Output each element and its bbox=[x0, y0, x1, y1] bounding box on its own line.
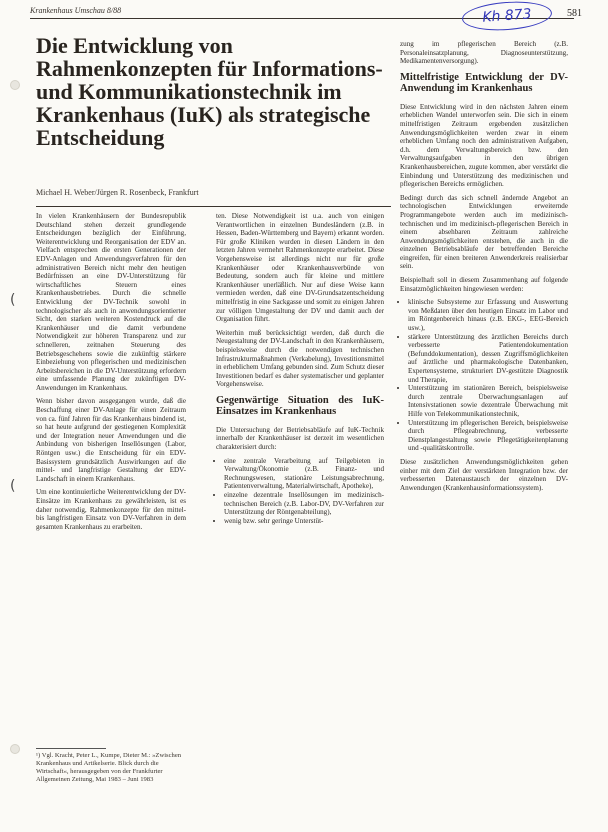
running-head: Krankenhaus Umschau 8/88 bbox=[30, 6, 122, 15]
paragraph: ten. Diese Notwendigkeit ist u.a. auch von einigen Verantwortlichen in einzelnen Bundesländern (z.B. in Hessen, Baden-Württemberg und Bayern) erkannt worden. Für große Kliniken wurden in diesen Ländern in den letzten Jahren vermehrt Rahmenkonzepte erarbeitet. Diese Vorgehensweise ist allerdings nicht nur für große Krankenhäuser oder Krankenhausverbünde von Bedeutung, sondern auch für kleine und mittlere Krankenhäuser unerläßlich. Nur auf diese Weise kann vermieden werden, daß eine DV-Grundsatzentscheidung mittelfristig in eine Sackgasse und somit zu einigen Jahren zur völligen Umgestaltung der DV und damit auch der Organisation führt. bbox=[216, 212, 384, 324]
paragraph: Weiterhin muß berücksichtigt werden, daß durch die Neugestaltung der DV-Landschaft in den Krankenhäusern, beispielsweise durch die notwendigen technischen Infrastrukturmaßnahmen (Verkabelung), Investitionsmittel in erheblichem Umfang gebunden sind. Zum Schutz dieser Investitionen bedarf es daher systematischer und geplanter Vorgehensweise. bbox=[216, 328, 384, 389]
bullet-list bbox=[216, 457, 384, 526]
paragraph: Beispielhaft soll in diesem Zusammenhang auf folgende Einsatzmöglichkeiten hingewiesen werden: bbox=[400, 276, 568, 293]
article-title: Die Entwicklung von Rahmenkonzepten für Informations- und Kommunikationstechnik im Krankenhaus (IuK) als strategische Entscheidung bbox=[36, 33, 383, 150]
margin-pencil-mark: ( bbox=[10, 478, 16, 494]
margin-pencil-mark: ( bbox=[10, 292, 16, 308]
paragraph: In vielen Krankenhäusern der Bundesrepublik Deutschland stehen derzeit grundlegende Entscheidungen bezüglich der Einführung, Weiterentwicklung und Reorganisation der EDV an. Vielfach entsprechen die ersten Generationen der EDV-Anlagen und Anwendungsverfahren für den administrativen Bereich nicht mehr den heutigen Bedürfnissen an eine DV-Unterstützung für wirtschaftliches Steuern eines Krankenhausbetriebes. Durch die schnelle Entwicklung der DV-Technik sowohl in technologischer als auch in anwendungsorientierter Sicht, den starken weiteren Kostendruck auf die Krankenhäuser und die damit verbundene Notwendigkeit zur höheren Transparenz und zur schnelleren, zeitnahen Steuerung des Betriebsgeschehens sowie die zukünftig stärkere Einbeziehung von pflegerischen und medizinischen Arbeitsbereichen in die DV-Unterstützung erfordern eine umfassende Planung der zukünftigen DV-Anwendungen im Krankenhaus. bbox=[36, 212, 186, 392]
section-heading: Mittelfristige Entwicklung der DV-Anwendung im Krankenhaus bbox=[400, 71, 568, 95]
punch-hole bbox=[10, 744, 20, 754]
paragraph: zung im pflegerischen Bereich (z.B. Personaleinsatzplanung, Diagnoseunterstützung, Medikamentenversorgung). bbox=[400, 40, 568, 66]
paragraph: Wenn bisher davon ausgegangen wurde, daß die Beschaffung einer DV-Anlage für einen Zeitraum von ca. fünf Jahren für das Krankenhaus bindend ist, so hat heute aufgrund der gestiegenen Komplexität und der Integration neuer Anwendungen und die Anbindung von bisherigen Insellösungen (Labor, Röntgen usw.) die Entscheidung für ein EDV-Basissystem grundsätzlich Auswirkungen auf die mittel- und langfristige Gestaltung der EDV-Landschaft in einem Krankenhaus. bbox=[36, 397, 186, 483]
section-heading: Gegenwärtige Situation des IuK-Einsatzes im Krankenhaus bbox=[216, 394, 384, 418]
archive-stamp: Kh 873 bbox=[461, 0, 553, 33]
paragraph: Bedingt durch das sich schnell ändernde Angebot an technologischen Entwicklungen erweiternde Programmangebote werden auch im medizinisch-technischen und im medizinisch-pflegerischen Bereich in einem absehbaren Zeitraum zahlreiche Anwendungsmöglichkeiten entstehen, die auch in die einzelnen Betriebsabläufe der betreffenden Bereiche eingreifen, für einen breiteren Anwenderkreis realisierbar sein. bbox=[400, 193, 568, 271]
paragraph: Diese Entwicklung wird in den nächsten Jahren einem erheblichen Wandel unterworfen sein. Die sich in einem mittelfristigen Zeitraum ergebenden zusätzlichen Anwendungsmöglichkeiten werden zwar in einem erheblichen Umfang noch den administrativen Aufgaben, d.h. dem Verwaltungsbereich bzw. den Verwaltungsaufgaben in den übrigen Krankenhausbereichen, zugute kommen, aber verstärkt die Einbindung und Unterstützung des medizinischen und pflegerischen Bereichs ermöglichen. bbox=[400, 102, 568, 189]
text-column-1 bbox=[36, 212, 186, 536]
list-item: • einzelne dezentrale Insellösungen im medizinisch-technischen Bereich (z.B. Labor-DV, DV-Verfahren zur Unterstützung der Röntgenabteilung), bbox=[224, 491, 384, 517]
footnote: ¹) Vgl. Kracht, Peter L., Kumpe, Dieter M.: »Zwischen Krankenhaus und Artikelserie. Blick durch die Wirtschaft«, herausgegeben von der Frankfurter Allgemeinen Zeitung, Mai 1983 – Juni 1983 bbox=[36, 752, 182, 783]
text-column-3 bbox=[400, 40, 568, 497]
list-item: • Unterstützung im pflegerischen Bereich, beispielsweise durch Pflegeabrechnung, verbesserte Dienstplangestaltung sowie Pflegetätigkeitenplanung und -qualitätskontrolle. bbox=[408, 419, 568, 453]
paragraph: Die Untersuchung der Betriebsabläufe auf IuK-Technik innerhalb der Krankenhäuser ist derzeit im wesentlichen charakterisiert durch: bbox=[216, 425, 384, 452]
paragraph: Diese zusätzlichen Anwendungsmöglichkeiten gehen einher mit dem Ziel der verstärkten Integration bzw. der verbesserten Datenaustausch der einzelnen DV-Anwendungen (Krankenhausinformationssystem). bbox=[400, 457, 568, 492]
footnote-rule bbox=[36, 748, 106, 749]
list-item: • Unterstützung im stationären Bereich, beispielsweise durch zentrale Überwachungsanlagen auf Intensivstationen sowie dezentrale Überwachung mit Hilfe von Telekommunikationstechnik, bbox=[408, 384, 568, 418]
list-item: • stärkere Unterstützung des ärztlichen Bereichs durch verbesserte Patientendokumentation (Befunddokumentation), dessen Zugriffsmöglichkeiten auf ärztliche und pharmakologische Datenbanken, Expertensysteme, strukturiert DV-gestützte Diagnostik und Therapie, bbox=[408, 333, 568, 385]
title-rule bbox=[36, 206, 391, 207]
paragraph: Um eine kontinuierliche Weiterentwicklung der DV-Einsätze im Krankenhaus zu gewährleisten, ist es daher notwendig, Rahmenkonzepte für den mittel- bis langfristigen Einsatz von DV-Verfahren in dem gesamten Krankenhaus zu erarbeiten. bbox=[36, 488, 186, 531]
text-column-2 bbox=[216, 212, 384, 530]
page-number: 581 bbox=[567, 8, 582, 19]
punch-hole bbox=[10, 80, 20, 90]
article-authors: Michael H. Weber/Jürgen R. Rosenbeck, Frankfurt bbox=[36, 188, 199, 197]
list-item: • wenig bzw. sehr geringe Unterstüt- bbox=[224, 517, 384, 526]
bullet-list bbox=[400, 298, 568, 453]
list-item: • eine zentrale Verarbeitung auf Teilgebieten in Verwaltung/Ökonomie (z.B. Finanz- und Rechnungswesen, stationäre Leistungsabrechnung, Patientenverwaltung, Materialwirtschaft, Apotheke), bbox=[224, 457, 384, 491]
list-item: • klinische Subsysteme zur Erfassung und Auswertung von Meßdaten über den heutigen Einsatz im Labor und im Röntgenbereich hinaus (z.B. EKG-, EEG-Bereich usw.), bbox=[408, 298, 568, 332]
